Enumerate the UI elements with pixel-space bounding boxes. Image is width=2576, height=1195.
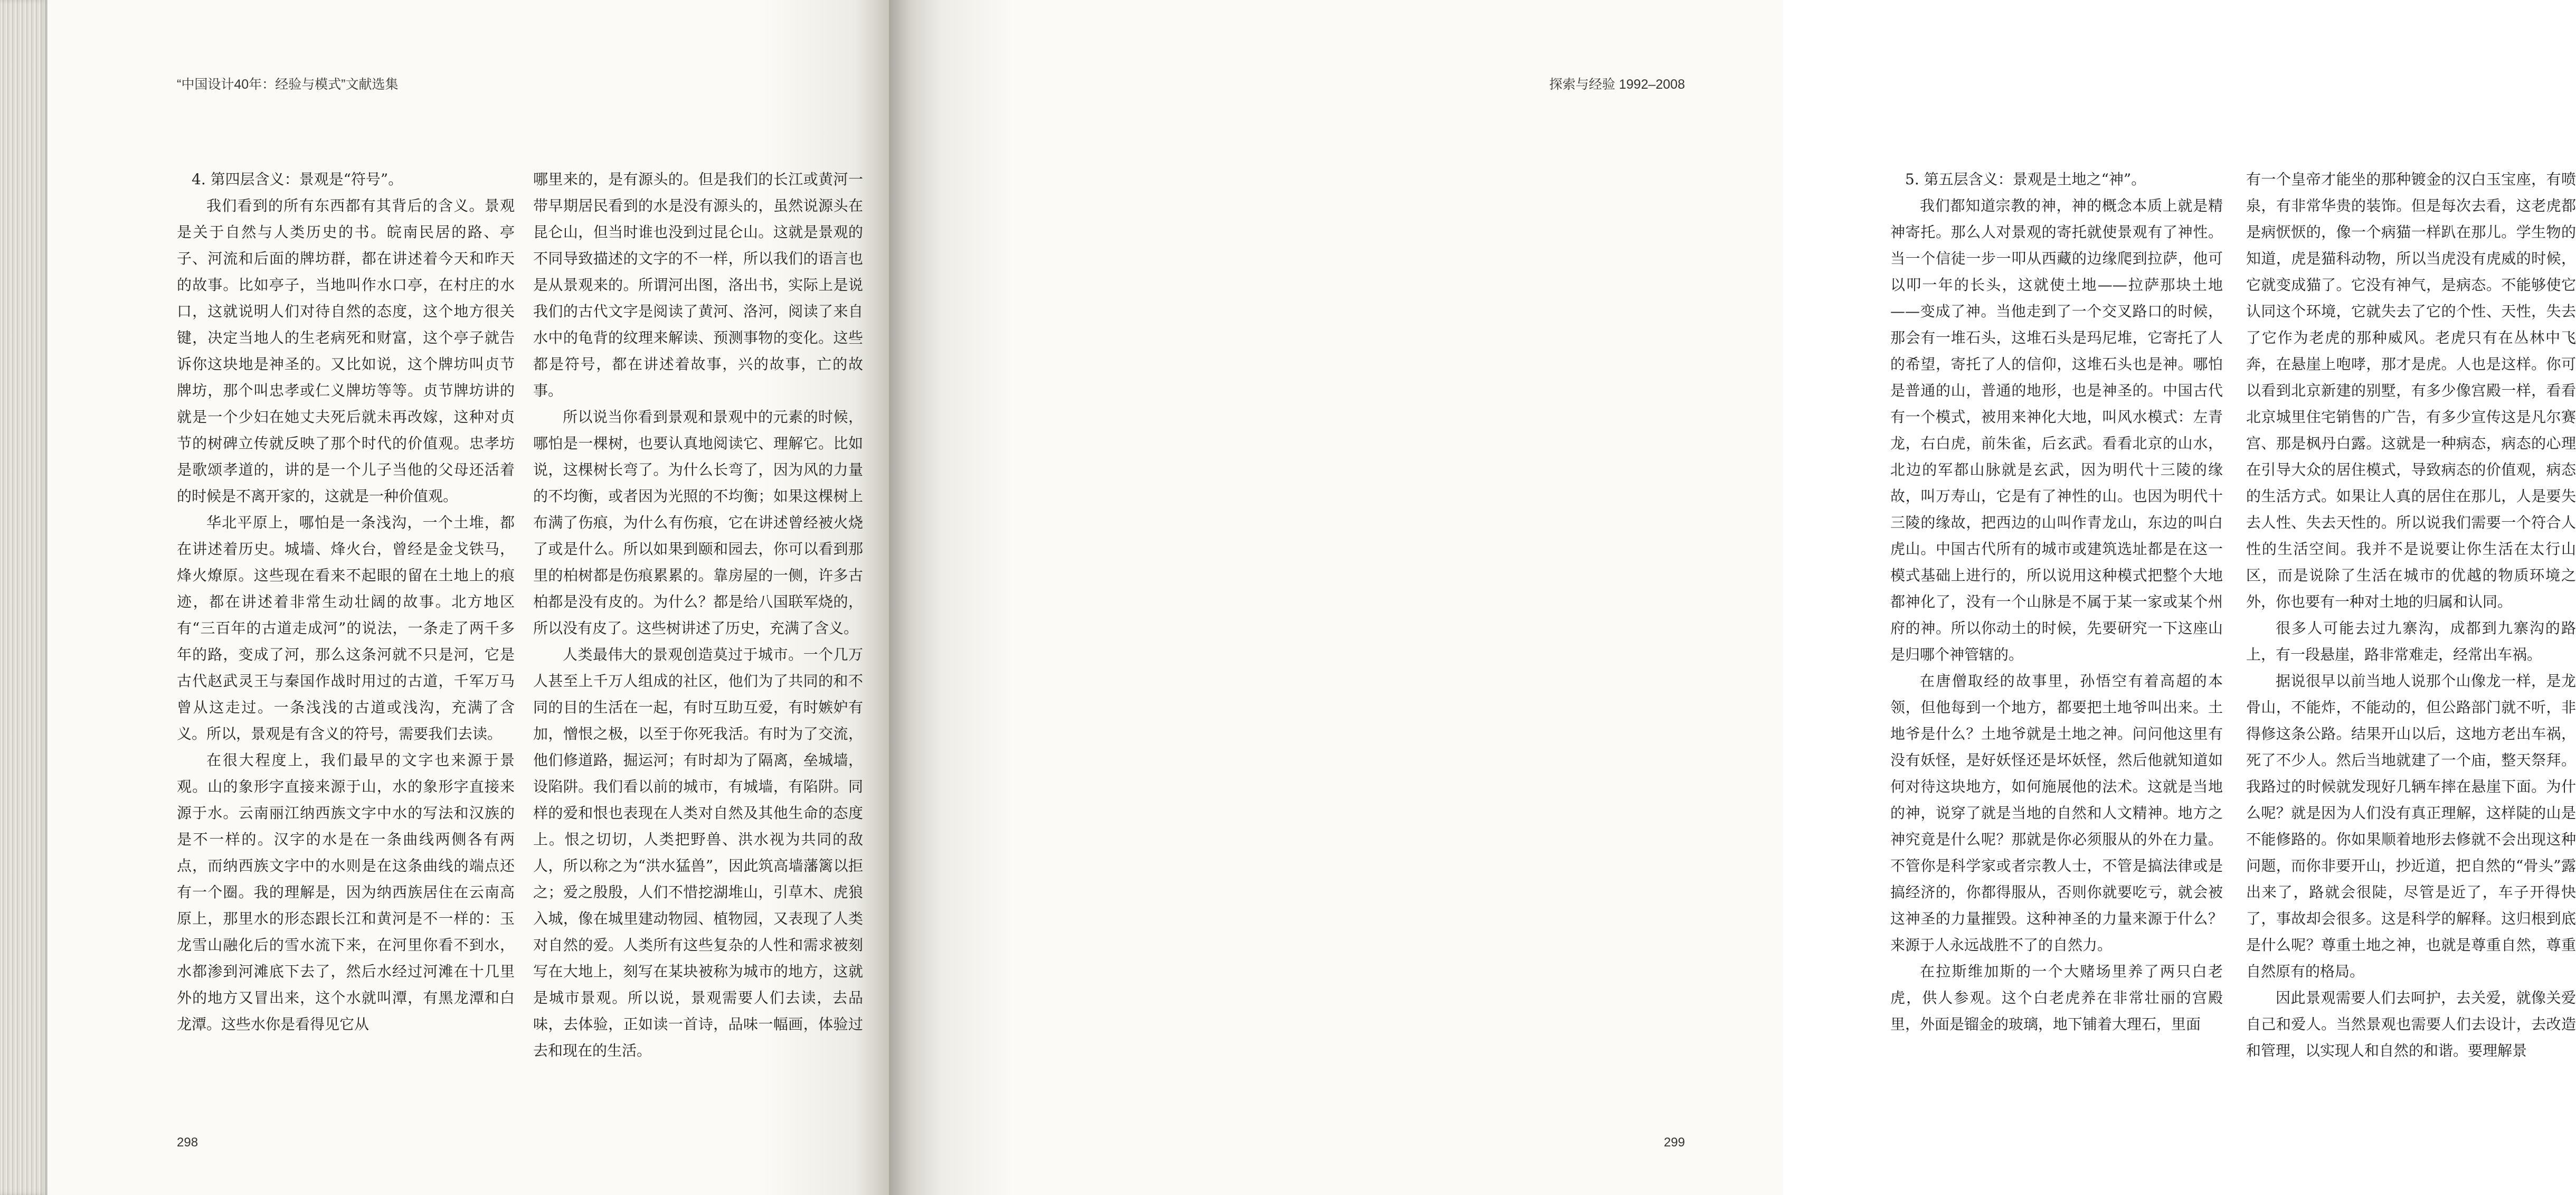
paragraph: 所以说当你看到景观和景观中的元素的时候，哪怕是一棵树，也要认真地阅读它、理解它。比如说，这棵树长弯了。为什么长弯了，因为风的力量的不均衡，或者因为光照的不均衡；如果这棵树上布满了伤痕，为什么有伤痕，它在讲述曾经被火烧了或是什么。所以如果到颐和园去，你可以看到那里的柏树都是伤痕累累的。靠房屋的一侧，许多古柏都是没有皮的。为什么？都是给八国联军烧的，所以没有皮了。这些树讲述了历史，充满了含义。 [533,408,863,637]
right-page-number: 299 [1663,1135,1685,1150]
section-heading: 5. 第五层含义：景观是土地之“神”。 [1905,171,2146,188]
paragraph: 华北平原上，哪怕是一条浅沟，一个土堆，都在讲述着历史。城墙、烽火台，曾经是金戈铁马，烽火燎原。这些现在看来不起眼的留在土地上的痕迹，都在讲述着非常生动壮阔的故事。北方地区有“三百年的古道走成河”的说法，一条走了两千多年的路，变成了河，那么这条河就不只是河，它是古代赵武灵王与秦国作战时用过的古道，千军万马曾从这走过。一条浅浅的古道或浅沟，充满了含义。所以，景观是有含义的符号，需要我们去读。 [177,514,515,742]
right-column-1 [1890,166,2223,1038]
paragraph: 有一个皇帝才能坐的那种镀金的汉白玉宝座，有喷泉，有非常华贵的装饰。但是每次去看，这老虎都是病恹恹的，像一个病猫一样趴在那儿。学生物的知道，虎是猫科动物，所以当虎没有虎威的时候，它就变成猫了。它没有神气，是病态。不能够使它认同这个环境，它就失去了它的个性、天性，失去了它作为老虎的那种威风。老虎只有在丛林中飞奔，在悬崖上咆哮，那才是虎。人也是这样。你可以看到北京新建的别墅，有多少像宫殿一样，看看北京城里住宅销售的广告，有多少宣传这是凡尔赛宫、那是枫丹白露。这就是一种病态，病态的心理在引导大众的居住模式，导致病态的价值观，病态的生活方式。如果让人真的居住在那儿，人是要失去人性、失去天性的。所以说我们需要一个符合人性的生活空间。我并不是说要让你生活在太行山区，而是说除了生活在城市的优越的物质环境之外，你也要有一种对土地的归属和认同。 [2246,171,2576,610]
paragraph: 我们都知道宗教的神，神的概念本质上就是精神寄托。那么人对景观的寄托就使景观有了神性。当一个信徒一步一叩从西藏的边缘爬到拉萨，他可以叩一年的长头，这就使土地——拉萨那块土地——变成了神。当他走到了一个交叉路口的时候，那会有一堆石头，这堆石头是玛尼堆，它寄托了人的希望，寄托了人的信仰，这堆石头也是神。哪怕是普通的山，普通的地形，也是神圣的。中国古代有一个模式，被用来神化大地，叫风水模式：左青龙，右白虎，前朱雀，后玄武。看看北京的山水，北边的军都山脉就是玄武，因为明代十三陵的缘故，叫万寿山，它是有了神性的山。也因为明代十三陵的缘故，把西边的山叫作青龙山，东边的叫白虎山。中国古代所有的城市或建筑选址都是在这一模式基础上进行的，所以说用这种模式把整个大地都神化了，没有一个山脉是不属于某一家或某个州府的神。所以你动土的时候，先要研究一下这座山是归哪个神管辖的。 [1890,197,2223,663]
right-running-head: 探索与经验 1992–2008 [1549,77,1685,92]
paragraph: 哪里来的，是有源头的。但是我们的长江或黄河一带早期居民看到的水是没有源头的，虽然说源头在昆仑山，但当时谁也没到过昆仑山。这就是景观的不同导致描述的文字的不一样，所以我们的语言也是从景观来的。所谓河出图，洛出书，实际上是说我们的古代文字是阅读了黄河、洛河，阅读了来自水中的龟背的纹理来解读、预测事物的变化。这些都是符号，都在讲述着故事，兴的故事，亡的故事。 [533,171,863,399]
paragraph: 在唐僧取经的故事里，孙悟空有着高超的本领，但他每到一个地方，都要把土地爷叫出来。土地爷是什么？土地爷就是土地之神。问问他这里有没有妖怪，是好妖怪还是坏妖怪，然后他就知道如何对待这块地方，如何施展他的法术。这就是当地的神，说穿了就是当地的自然和人文精神。地方之神究竟是什么呢？那就是你必须服从的外在力量。不管你是科学家或者宗教人士，不管是搞法律或是搞经济的，你都得服从，否则你就要吃亏，就会被这神圣的力量摧毁。这种神圣的力量来源于什么？来源于人永远战胜不了的自然力。 [1890,672,2223,954]
paragraph: 人类最伟大的景观创造莫过于城市。一个几万人甚至上千万人组成的社区，他们为了共同的和不同的目的生活在一起，有时互助互爱，有时嫉妒有加，憎恨之极，以至于你死我活。有时为了交流，他们修道路，掘运河；有时却为了隔离，垒城墙，设陷阱。我们看以前的城市，有城墙，有陷阱。同样的爱和恨也表现在人类对自然及其他生命的态度上。恨之切切，人类把野兽、洪水视为共同的敌人，所以称之为“洪水猛兽”，因此筑高墙藩篱以拒之；爱之殷殷，人们不惜挖湖堆山，引草木、虎狼入城，像在城里建动物园、植物园，又表现了人类对自然的爱。人类所有这些复杂的人性和需求被刻写在大地上，刻写在某块被称为城市的地方，这就是城市景观。所以说，景观需要人们去读，去品味，去体验，正如读一首诗，品味一幅画，体验过去和现在的生活。 [533,646,863,1059]
left-running-head: “中国设计40年：经验与模式”文献选集 [177,77,399,92]
page-edges [0,0,48,1195]
right-column-2 [2246,166,2576,1064]
left-column-2 [533,166,863,1064]
left-page-number: 298 [177,1135,198,1150]
paragraph: 我们看到的所有东西都有其背后的含义。景观是关于自然与人类历史的书。皖南民居的路、亭子、河流和后面的牌坊群，都在讲述着今天和昨天的故事。比如亭子，当地叫作水口亭，在村庄的水口，这就说明人们对待自然的态度，这个地方很关键，决定当地人的生老病死和财富，这个亭子就告诉你这块地是神圣的。又比如说，这个牌坊叫贞节牌坊，那个叫忠孝或仁义牌坊等等。贞节牌坊讲的就是一个少妇在她丈夫死后就未再改嫁，这种对贞节的树碑立传就反映了那个时代的价值观。忠孝坊是歌颂孝道的，讲的是一个儿子当他的父母还活着的时候是不离开家的，这就是一种价值观。 [177,197,515,505]
paragraph: 在很大程度上，我们最早的文字也来源于景观。山的象形字直接来源于山，水的象形字直接来源于水。云南丽江纳西族文字中水的写法和汉族的是不一样的。汉字的水是在一条曲线两侧各有两点，而纳西族文字中的水则是在这条曲线的端点还有一个圈。我的理解是，因为纳西族居住在云南高原上，那里水的形态跟长江和黄河是不一样的：玉龙雪山融化后的雪水流下来，在河里你看不到水，水都渗到河滩底下去了，然后水经过河滩在十几里外的地方又冒出来，这个水就叫潭，有黑龙潭和白龙潭。这些水你是看得见它从 [177,751,515,1033]
paragraph: 据说很早以前当地人说那个山像龙一样，是龙骨山，不能炸，不能动的，但公路部门就不听，非得修这条公路。结果开山以后，这地方老出车祸，死了不少人。然后当地就建了一个庙，整天祭拜。我路过的时候就发现好几辆车摔在悬崖下面。为什么呢？就是因为人们没有真正理解，这样陡的山是不能修路的。你如果顺着地形去修就不会出现这种问题，而你非要开山，抄近道，把自然的“骨头”露出来了，路就会很陡，尽管是近了，车子开得快了，事故却会很多。这是科学的解释。这归根到底是什么呢？尊重土地之神，也就是尊重自然，尊重自然原有的格局。 [2246,672,2576,980]
right-page [889,0,2576,1195]
paragraph: 因此景观需要人们去呵护，去关爱，就像关爱自己和爱人。当然景观也需要人们去设计，去改造和管理，以实现人和自然的和谐。要理解景 [2246,989,2576,1059]
section-heading: 4. 第四层含义：景观是“符号”。 [192,171,403,188]
paragraph: 在拉斯维加斯的一个大赌场里养了两只白老虎，供人参观。这个白老虎养在非常壮丽的宫殿里，外面是镏金的玻璃，地下铺着大理石，里面 [1890,963,2223,1033]
paragraph: 很多人可能去过九寨沟，成都到九寨沟的路上，有一段悬崖，路非常难走，经常出车祸。 [2246,619,2576,663]
left-page [48,0,889,1195]
left-column-1 [177,166,515,1038]
